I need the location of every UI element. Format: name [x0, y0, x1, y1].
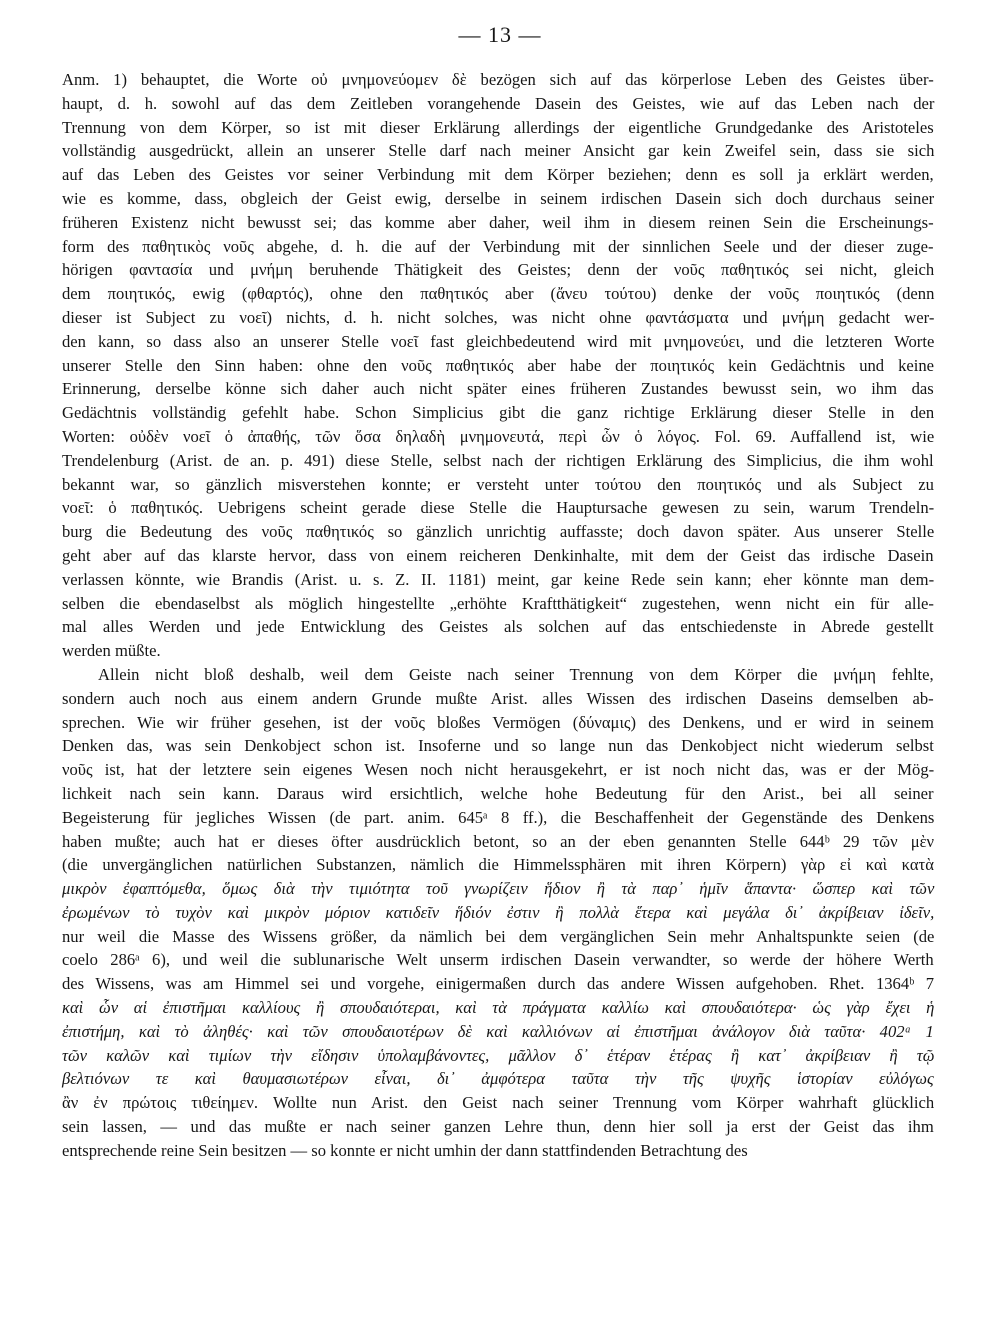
text-line: bekannt war, so gänzlich misverstehen konnte; er versteht unter τούτου den ποιητικός und als Subject zu [62, 474, 934, 494]
text-line: ἂν ἐν πρώτοις τιθείημεν. Wollte nun Arist. den Geist nach seiner Trennung vom Körper wahrhaft glücklich [62, 1093, 935, 1113]
text-line: entsprechende reine Sein besitzen — so konnte er nicht umhin der dann stattfindenden Betrachtung des [62, 1140, 748, 1160]
text-line: mal alles Werden und jede Entwicklung des Geistes als solchen auf das entschiedenste in Abrede gestellt [62, 617, 934, 637]
text-line: (die unvergänglichen natürlichen Substanzen, nämlich die Himmelssphären mit ihren Körpern) γὰρ εἰ καὶ κατὰ [62, 855, 934, 875]
text-line: sein lassen, — und das mußte er nach seiner ganzen Lehre thun, denn hier soll ja erst der Geist das ihm [62, 1117, 934, 1137]
text-line: haben mußte; auch hat er dieses öfter ausdrücklich betont, so an der eben genannten Stelle 644ᵇ 29 τῶν μὲν [62, 831, 935, 851]
greek-quote-line: καὶ ὧν αἱ ἐπιστῆμαι καλλίους ἢ σπουδαιότεραι, καὶ τὰ πράγματα καλλίω καὶ σπουδαιότερα· ὡς γὰρ ἔχει ἡ [62, 998, 935, 1018]
text-line: Erinnerung, derselbe könne sich daher auch nicht später eines früheren Zustandes bewusst sein, wo ihm das [62, 379, 934, 399]
text-line: dem ποιητικός, ewig (φθαρτός), ohne den παθητικός aber (ἄνευ τούτου) denke der νοῦς ποιητικός (denn [62, 284, 935, 304]
text-line: Trennung von dem Körper, so ist mit dieser Erklärung allerdings der eigentliche Grundgedanke des Aristoteles [62, 117, 934, 137]
paragraph-start-line: Allein nicht bloß deshalb, weil dem Geiste nach seiner Trennung von dem Körper die μνήμη fehlte, [98, 664, 934, 684]
text-line: lichkeit nach sein kann. Daraus wird ersichtlich, welche hohe Bedeutung für den Arist., bei all seiner [62, 783, 934, 803]
text-line: Gedächtnis vollständig gefehlt habe. Schon Simplicius gibt die ganz richtige Erklärung dieser Stelle in den [62, 403, 935, 423]
page-number: — 13 — [458, 22, 542, 47]
text-line: auf das Leben des Geistes vor seiner Verbindung mit dem Körper beziehen; denn es soll ja erklärt werden, [62, 165, 934, 185]
text-line: vollständig ausgedrückt, allein an unserer Stelle darf nach meiner Ansicht gar kein Zweifel sein, dass sie sich [62, 141, 935, 161]
text-line: nur weil die Masse des Wissens größer, da nämlich bei dem vergänglichen Sein mehr Anhaltspunkte seien (de [62, 926, 935, 946]
greek-quote-line: βελτιόνων τε καὶ θαυμασιωτέρων εἶναι, δι᾽ ἀμφότερα ταῦτα τὴν τῆς ψυχῆς ἱστορίαν εὐλόγως [62, 1069, 934, 1089]
greek-quote-line: μικρὸν ἐφαπτόμεθα, ὅμως διὰ τὴν τιμιότητα τοῦ γνωρίζειν ἥδιον ἢ τὰ παρ᾽ ἡμῖν ἅπαντα· ὥσπερ καὶ τῶν [62, 879, 935, 899]
text-line: Trendelenburg (Arist. de an. p. 491) diese Stelle, selbst nach der richtigen Erklärung des Simplicius, die ihm wohl [62, 450, 934, 470]
text-line: sprechen. Wie wir früher gesehen, ist der νοῦς bloßes Vermögen (δύναμις) des Denkens, und er wird in seinem [62, 712, 934, 732]
text-line: νοῦς ist, hat der letztere sein eigenes Wesen noch nicht herausgekehrt, er ist noch nicht das, was er der Mög- [62, 760, 935, 780]
text-line: sondern auch noch aus einem andern Grunde mußte Arist. alles Wissen des irdischen Daseins demselben ab- [62, 688, 934, 708]
greek-quote-line: τῶν καλῶν καὶ τιμίων τὴν εἴδησιν ὑπολαμβάνοντες, μᾶλλον δ᾽ ἑτέραν ἑτέρας ἢ κατ᾽ ἀκρίβειαν ἢ τῷ [62, 1045, 935, 1065]
text-line: dieser ist Subject zu νοεῖ) nichts, d. h. nicht solches, was nicht ohne φαντάσματα und μνήμη gedacht wer- [62, 307, 935, 327]
text-line: wie es komme, dass, obgleich der Geist ewig, derselbe in seinem irdischen Dasein sich doch durchaus seiner [62, 188, 935, 208]
text-line: Begeisterung für jegliches Wissen (de part. anim. 645ᵃ 8 ff.), die Beschaffenheit der Gegenstände des Denkens [62, 807, 935, 827]
greek-quote-line: ἐρωμένων τὸ τυχὸν καὶ μικρὸν μόριον κατιδεῖν ἥδιόν ἐστιν ἢ πολλὰ ἕτερα καὶ μεγάλα δι᾽ ἀκρίβειαν ἰδεῖν, [62, 902, 935, 922]
text-line: coelo 286ᵃ 6), und weil die sublunarische Welt unserm irdischen Dasein verwandter, so werde der höhere Werth [62, 950, 934, 970]
text-line: νοεῖ: ὁ παθητικός. Uebrigens scheint gerade diese Stelle die Hauptursache gewesen zu sein, warum Trendeln- [62, 498, 935, 518]
text-line: unserer Stelle den Sinn haben: ohne den νοῦς παθητικός aber habe der ποιητικός kein Gedächtnis und keine [62, 355, 934, 375]
text-line: burg die Bedeutung des νοῦς παθητικός so gänzlich unrichtig auffasste; doch davon später. Aus unserer Stelle [62, 522, 935, 542]
text-line: haupt, d. h. sowohl auf das dem Zeitleben vorangehende Dasein des Geistes, wie auf das Leben nach der [62, 93, 935, 113]
text-line: Anm. 1) behauptet, die Worte οὐ μνημονεύομεν δὲ bezögen sich auf das körperlose Leben des Geistes über- [62, 70, 934, 89]
text-line: verlassen könnte, wie Brandis (Arist. u. s. Z. II. 1181) meint, gar keine Rede sein kann; eher könnte man dem- [62, 569, 935, 589]
text-line: Worten: οὐδὲν νοεῖ ὁ ἀπαθής, τῶν ὅσα δηλαδὴ μνημονευτά, περὶ ὧν ὁ λόγος. Fol. 69. Auffallend ist, wie [62, 426, 935, 446]
text-line: selben die ebendaselbst als möglich hingestellte „erhöhte Kraftthätigkeit“ zugestehen, wenn nicht ein für alle- [62, 593, 934, 613]
text-line: geht aber auf das klarste hervor, dass von einem reicheren Denkinhalte, mit dem der Geist das irdische Dasein [62, 545, 934, 565]
text-line: Denken das, was sein Denkobject schon ist. Insoferne und so lange nun das Denkobject nicht wiederum selbst [62, 736, 934, 756]
text-line: form des παθητικὸς νοῦς abgehe, d. h. die auf der Verbindung mit der sinnlichen Seele und der dieser zuge- [62, 236, 934, 256]
greek-quote-line: ἐπιστήμη, καὶ τὸ ἀληθές· καὶ τῶν σπουδαιοτέρων δὲ καὶ καλλιόνων αἱ ἐπιστῆμαι ἀνάλογον διὰ ταῦτα· 402ᵃ 1 [62, 1021, 934, 1041]
body-text [62, 68, 934, 1163]
text-line: hörigen φαντασία und μνήμη beruhende Thätigkeit des Geistes; denn der νοῦς παθητικός sei nicht, gleich [62, 260, 935, 280]
text-line: des Wissens, was am Himmel sei und vorgehe, einigermaßen durch das andere Wissen aufgehoben. Rhet. 1364ᵇ 7 [62, 974, 935, 994]
text-line: früheren Existenz nicht bewusst sei; das komme aber daher, weil ihm in diesem reinen Sein die Erscheinungs- [62, 212, 934, 232]
text-line: den kann, so dass also an unserer Stelle νοεῖ fast gleichbedeutend wird mit μνημονεύει, und die letzteren Worte [62, 331, 935, 351]
text-line: werden müßte. [62, 641, 161, 661]
